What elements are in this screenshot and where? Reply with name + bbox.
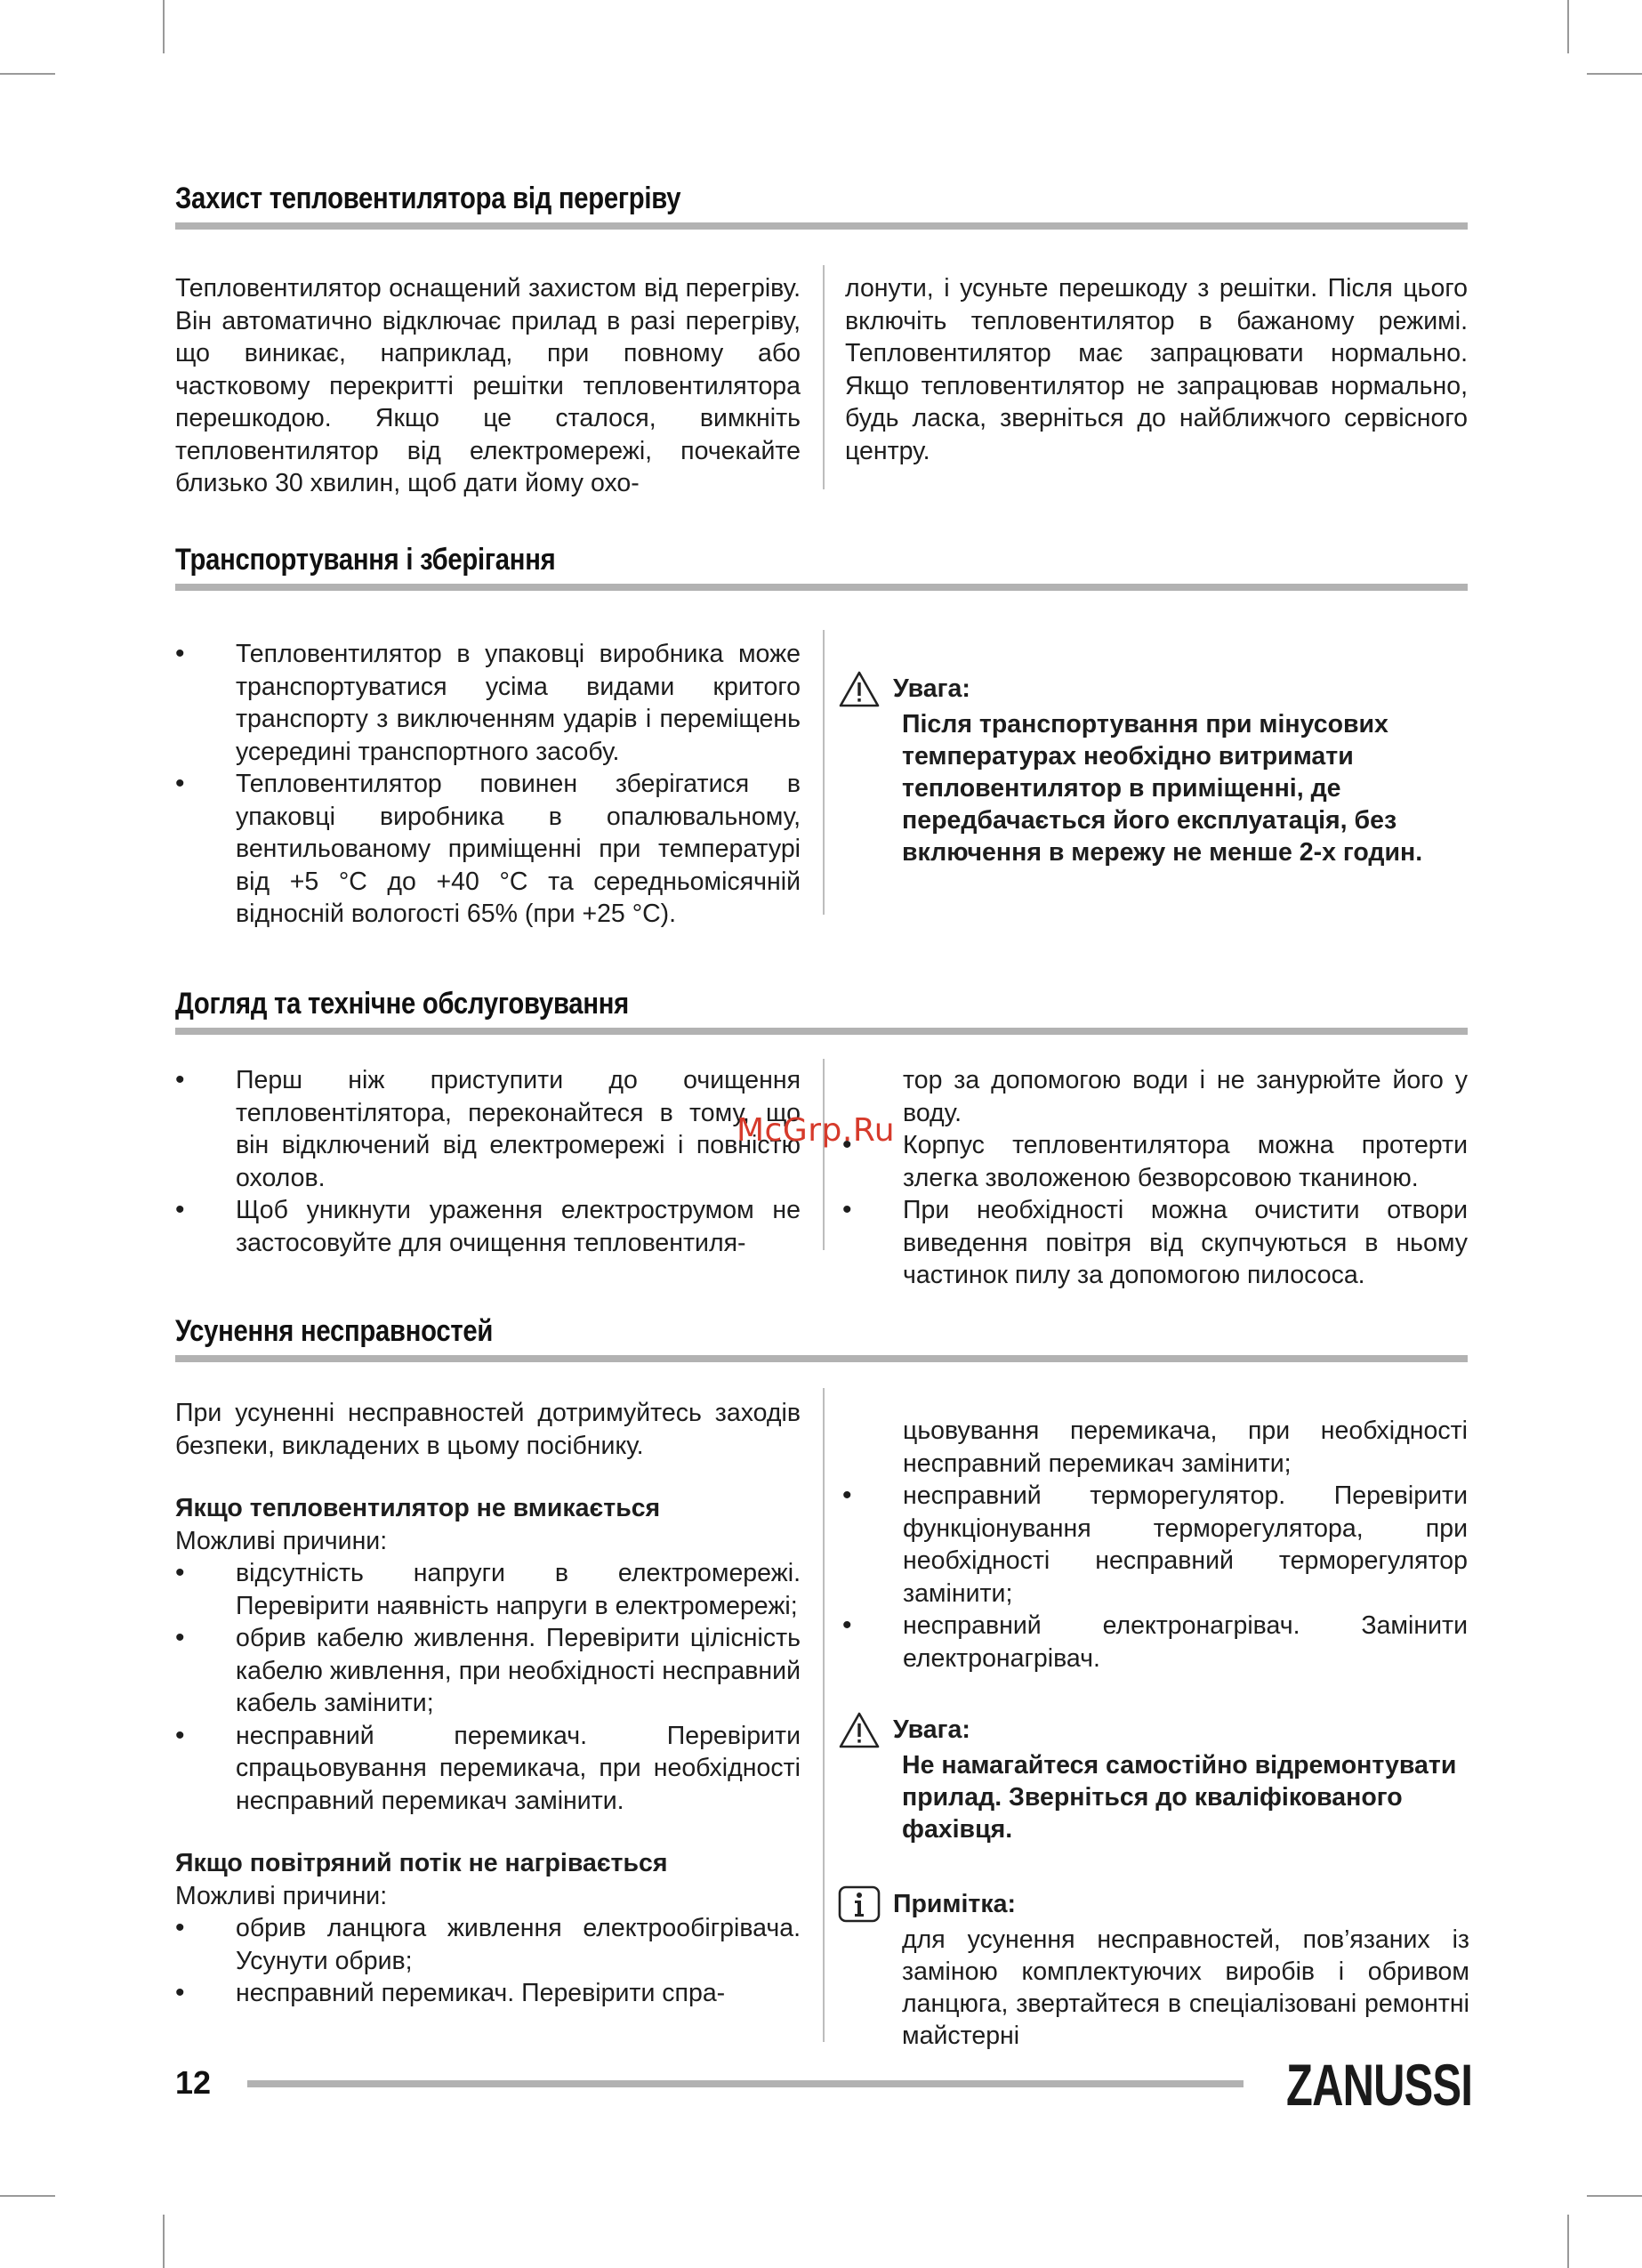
section-rule (175, 222, 1468, 230)
list-item: • Щоб уникнути ураження електрострумом не застосовуйте для очищення тепловентиля- (175, 1194, 801, 1259)
brand-logo: ZANUSSI (1286, 2052, 1473, 2118)
section-rule (175, 584, 1468, 591)
warning-triangle-icon (838, 669, 881, 708)
info-icon (838, 1885, 881, 1924)
list-item: • несправний електронагрівач. Замінити електронагрівач. (842, 1610, 1468, 1675)
section-rule (175, 1355, 1468, 1362)
list-item: • Перш ніж приступити до очищення тепловентілятора, переконайтеся в тому, що він відключений від електромережі і повністю охолов. (175, 1064, 801, 1194)
transport-warning (838, 669, 1469, 868)
list-item: • Корпус тепловентилятора можна протерти злегка зволоженою безворсовою тканиною. (842, 1129, 1468, 1194)
crop-mark (1587, 73, 1642, 75)
warning-label: Увага: (893, 674, 970, 703)
section-rule (175, 1028, 1468, 1035)
warning-triangle-icon (838, 1710, 881, 1749)
crop-mark (163, 0, 165, 53)
list-item: • обрив ланцюга живлення електрообігрівача. Усунути обрив; (175, 1912, 801, 1977)
troubleshooting-note (838, 1885, 1469, 2052)
care-right-continuation: тор за допомогою води і не занурюйте його у воду. (903, 1066, 1468, 1127)
troubleshooting-left (175, 1397, 801, 2010)
troubleshooting-warning (838, 1710, 1469, 1845)
crop-mark (1567, 0, 1569, 53)
case2-title: Якщо повітряний потік не нагрівається (175, 1849, 668, 1877)
case1-causes-label: Можливі причини: (175, 1526, 388, 1555)
warning-label: Увага: (893, 1715, 970, 1744)
care-right (845, 1064, 1468, 1292)
troubleshooting-right (845, 1415, 1468, 1675)
note-text: для усунення несправностей, пов’язаних із заміною комплектуючих виробів і обривом ланцюга, звертайтеся в спеціалізовані ремонтні майстерні (902, 1925, 1469, 2050)
case2-list (175, 1912, 801, 2010)
section-title-transport: Транспортування і зберігання (175, 543, 556, 577)
crop-mark (163, 2215, 165, 2268)
transport-list (175, 638, 801, 931)
column-divider (823, 630, 825, 915)
warning-text: Не намагайтеся самостійно відремонтувати прилад. Зверніться до кваліфікованого фахівця. (902, 1751, 1457, 1844)
crop-mark (1587, 2195, 1642, 2197)
note-label: Примітка: (893, 1890, 1016, 1918)
list-item: • Тепловентилятор повинен зберігатися в упаковці виробника в опалювальному, вентильованому приміщенні при температурі від +5 °C до +40 °C та середньомісячній відносній вологості 65% (при +25 °C). (175, 768, 801, 931)
overheat-right-text: лонути, і усуньте перешкоду з решітки. Після цього включіть тепловентилятор в бажаному режимі. Тепловентилятор має запрацювати нормально. Якщо тепловентилятор не запрацював нормально, будь ласка, зверніться до найближчого сервісного центру. (845, 274, 1468, 465)
list-item: • При необхідності можна очистити отвори виведення повітря від скупчуються в ньому частинок пилу за допомогою пилососа. (842, 1194, 1468, 1292)
column-divider (823, 265, 825, 489)
overheat-left-text: Тепловентилятор оснащений захистом від перегріву. Він автоматично відключає прилад в разі перегріву, що виникає, наприклад, при повному або частковому перекритті решітки тепловентилятора перешкодою. Якщо це сталося, вимкніть тепловентилятор від електромережі, почекайте близько 30 хвилин, щоб дати йому охо- (175, 274, 801, 497)
crop-mark (0, 2195, 55, 2197)
page-number: 12 (175, 2064, 212, 2101)
section-title-troubleshooting: Усунення несправностей (175, 1314, 494, 1348)
list-item: • Тепловентилятор в упаковці виробника може транспортуватися усіма видами критого транспорту з виключенням ударів і переміщень усередині транспортного засобу. (175, 638, 801, 768)
case1-title: Якщо тепловентилятор не вмикається (175, 1494, 661, 1522)
troubleshooting-right-continuation: цьовування перемикача, при необхідності несправний перемикач замінити; (903, 1416, 1468, 1478)
watermark-text: McGrp.Ru (736, 1112, 896, 1149)
column-divider (823, 1388, 825, 2042)
list-item: • несправний терморегулятор. Перевірити функціонування терморегулятора, при необхідності несправний терморегулятор замінити; (842, 1480, 1468, 1610)
case2-causes-label: Можливі причини: (175, 1881, 388, 1910)
list-item: • відсутність напруги в електромережі. Перевірити наявність напруги в електромережі; (175, 1557, 801, 1622)
list-item: • несправний перемикач. Перевірити спра- (175, 1977, 801, 2010)
section-title-care: Догляд та технічне обслуговування (175, 987, 629, 1021)
warning-text: Після транспортування при мінусових температурах необхідно витримати тепловентилятор в приміщенні, де передбачається його експлуатація, без включення в мережу не менше 2-х годин. (902, 710, 1423, 867)
footer-rule (247, 2080, 1244, 2087)
crop-mark (0, 73, 55, 75)
troubleshooting-intro: При усуненні несправностей дотримуйтесь заходів безпеки, викладених в цьому посібнику. (175, 1399, 801, 1460)
section-title-overheat: Захист тепловентилятора від перегріву (175, 182, 681, 215)
list-item: • несправний перемикач. Перевірити спрацьовування перемикача, при необхідності несправний перемикач замінити. (175, 1720, 801, 1818)
column-divider (823, 1059, 825, 1250)
case1-list (175, 1557, 801, 1817)
list-item: • обрив кабелю живлення. Перевірити цілісність кабелю живлення, при необхідності несправний кабель замінити; (175, 1622, 801, 1720)
crop-mark (1567, 2215, 1569, 2268)
care-list-left (175, 1064, 801, 1259)
